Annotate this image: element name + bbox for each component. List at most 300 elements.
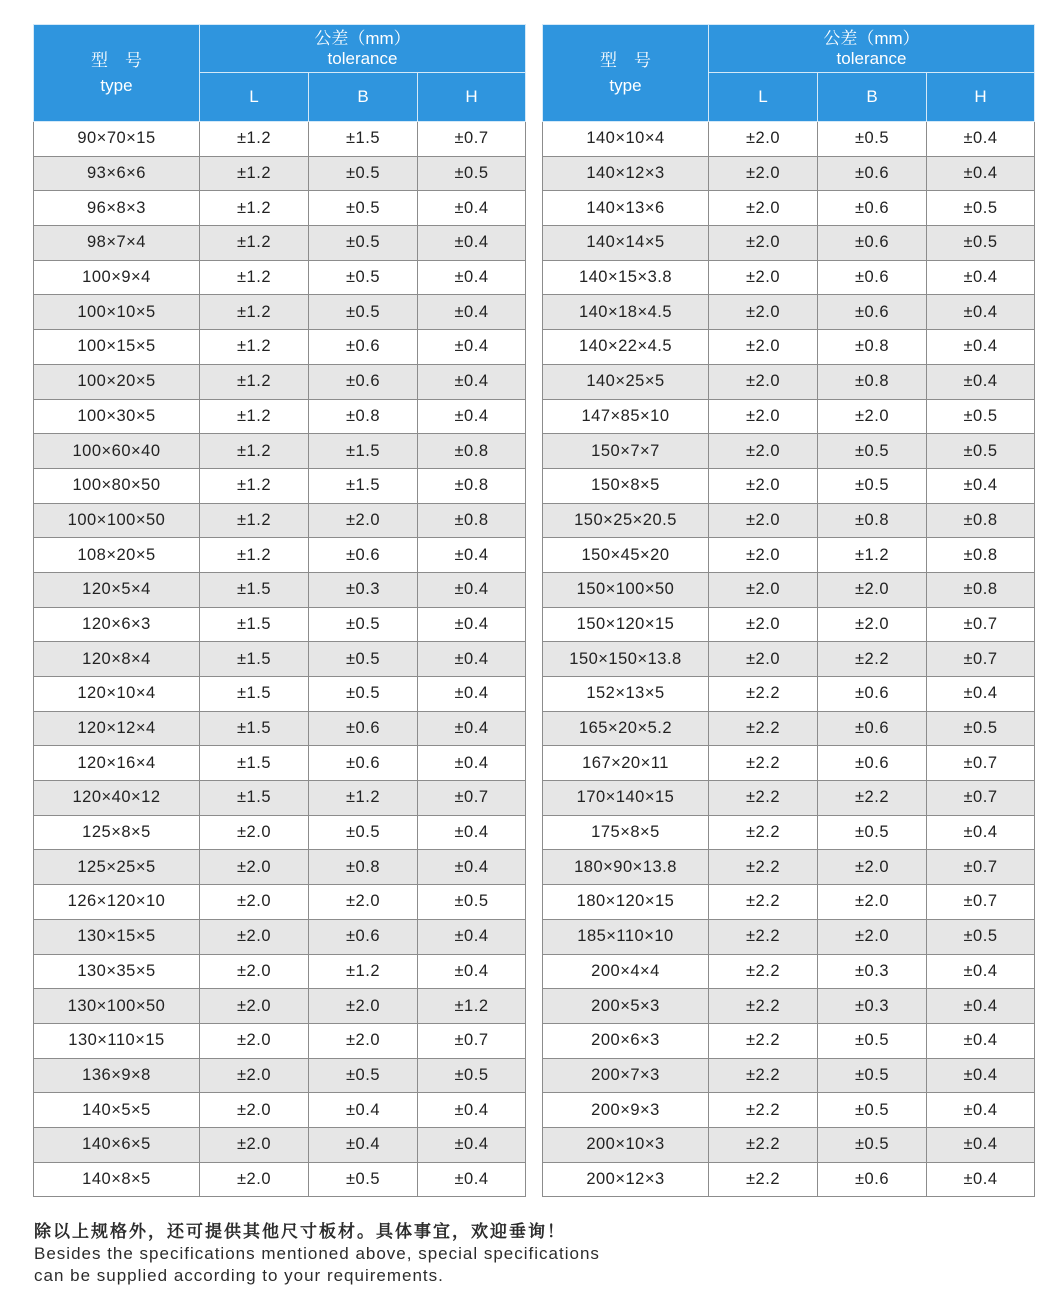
- tolerance-b-cell: ±0.6: [309, 364, 418, 399]
- tolerance-h-cell: ±0.4: [418, 677, 526, 712]
- type-cell: 130×110×15: [34, 1023, 200, 1058]
- tolerance-b-cell: ±0.5: [309, 260, 418, 295]
- table-row: [543, 538, 1035, 573]
- tolerance-h-cell: ±0.4: [418, 330, 526, 365]
- tolerance-h-cell: ±0.4: [927, 364, 1035, 399]
- table-row: [34, 607, 526, 642]
- tolerance-l-cell: ±2.0: [709, 538, 818, 573]
- tolerance-table-left: [33, 24, 526, 1197]
- tolerance-h-cell: ±0.4: [418, 815, 526, 850]
- tolerance-b-cell: ±0.5: [309, 815, 418, 850]
- tolerance-b-cell: ±0.8: [309, 850, 418, 885]
- tolerance-b-cell: ±2.0: [818, 399, 927, 434]
- tolerance-h-cell: ±0.4: [418, 399, 526, 434]
- table-row: [543, 191, 1035, 226]
- tolerance-h-cell: ±0.4: [927, 989, 1035, 1024]
- tolerance-l-cell: ±2.2: [709, 711, 818, 746]
- type-cell: 150×100×50: [543, 572, 709, 607]
- tolerance-b-cell: ±0.6: [309, 746, 418, 781]
- tolerance-l-cell: ±2.2: [709, 1162, 818, 1197]
- tolerance-l-cell: ±1.2: [200, 226, 309, 261]
- tolerance-b-cell: ±0.8: [818, 330, 927, 365]
- type-cell: 120×8×4: [34, 642, 200, 677]
- table-row: [543, 399, 1035, 434]
- type-cell: 200×10×3: [543, 1127, 709, 1162]
- tolerance-l-cell: ±2.0: [200, 1162, 309, 1197]
- type-header-cn: 型 号: [91, 51, 142, 70]
- table-row: [543, 260, 1035, 295]
- type-cell: 200×4×4: [543, 954, 709, 989]
- table-row: [543, 503, 1035, 538]
- tolerance-h-cell: ±0.7: [418, 1023, 526, 1058]
- type-cell: 120×6×3: [34, 607, 200, 642]
- type-cell: 150×150×13.8: [543, 642, 709, 677]
- column-header-l: L: [709, 73, 818, 122]
- tolerance-h-cell: ±0.4: [418, 295, 526, 330]
- table-row: [543, 989, 1035, 1024]
- tolerance-l-cell: ±2.0: [709, 572, 818, 607]
- tolerance-b-cell: ±2.0: [818, 885, 927, 920]
- tolerance-b-cell: ±0.5: [818, 1127, 927, 1162]
- type-cell: 200×5×3: [543, 989, 709, 1024]
- tolerance-l-cell: ±2.0: [200, 1093, 309, 1128]
- tolerance-header: [709, 25, 1035, 73]
- tolerance-b-cell: ±0.6: [818, 711, 927, 746]
- column-header-b: B: [818, 73, 927, 122]
- tolerance-l-cell: ±1.5: [200, 677, 309, 712]
- table-row: [34, 885, 526, 920]
- type-cell: 120×16×4: [34, 746, 200, 781]
- tolerance-b-cell: ±2.0: [818, 572, 927, 607]
- table-row: [34, 1093, 526, 1128]
- tolerance-b-cell: ±1.2: [309, 954, 418, 989]
- tolerance-b-cell: ±2.0: [309, 989, 418, 1024]
- table-row: [543, 330, 1035, 365]
- tolerance-b-cell: ±0.5: [818, 434, 927, 469]
- type-cell: 150×7×7: [543, 434, 709, 469]
- tolerance-b-cell: ±0.5: [309, 1058, 418, 1093]
- table-row: [34, 364, 526, 399]
- tolerance-l-cell: ±2.2: [709, 1023, 818, 1058]
- tolerance-l-cell: ±2.2: [709, 677, 818, 712]
- tolerance-h-cell: ±0.7: [418, 122, 526, 157]
- tolerance-h-cell: ±0.4: [927, 954, 1035, 989]
- tolerance-l-cell: ±1.2: [200, 260, 309, 295]
- tolerance-h-cell: ±0.5: [418, 885, 526, 920]
- type-cell: 100×80×50: [34, 468, 200, 503]
- tolerance-l-cell: ±1.2: [200, 330, 309, 365]
- tolerance-h-cell: ±0.4: [927, 122, 1035, 157]
- tolerance-l-cell: ±2.0: [709, 191, 818, 226]
- tolerance-l-cell: ±2.0: [709, 295, 818, 330]
- tolerance-b-cell: ±0.6: [818, 295, 927, 330]
- tolerance-b-cell: ±0.6: [309, 538, 418, 573]
- tolerance-h-cell: ±0.8: [927, 503, 1035, 538]
- tolerance-l-cell: ±1.5: [200, 746, 309, 781]
- tolerance-l-cell: ±1.5: [200, 642, 309, 677]
- type-cell: 152×13×5: [543, 677, 709, 712]
- note-cn: 除以上规格外，还可提供其他尺寸板材。具体事宜，欢迎垂询！: [34, 1222, 566, 1241]
- tolerance-b-cell: ±0.8: [818, 364, 927, 399]
- note-en-line2: can be supplied according to your requirements.: [34, 1266, 444, 1285]
- tolerance-header: [200, 25, 526, 73]
- type-cell: 150×25×20.5: [543, 503, 709, 538]
- tolerance-h-cell: ±0.7: [927, 642, 1035, 677]
- tolerance-l-cell: ±2.0: [200, 1023, 309, 1058]
- table-row: [34, 572, 526, 607]
- type-cell: 140×25×5: [543, 364, 709, 399]
- table-row: [543, 1127, 1035, 1162]
- tolerance-h-cell: ±0.4: [418, 1127, 526, 1162]
- table-row: [543, 1058, 1035, 1093]
- tolerance-h-cell: ±0.4: [927, 295, 1035, 330]
- tolerance-l-cell: ±1.2: [200, 538, 309, 573]
- type-header: [34, 25, 200, 122]
- tolerance-b-cell: ±0.3: [309, 572, 418, 607]
- tolerance-b-cell: ±0.5: [818, 1023, 927, 1058]
- type-header-cn: 型 号: [600, 51, 651, 70]
- tolerance-b-cell: ±0.6: [818, 746, 927, 781]
- table-row: [34, 954, 526, 989]
- tolerance-b-cell: ±0.5: [818, 122, 927, 157]
- tolerance-l-cell: ±2.0: [200, 954, 309, 989]
- tolerance-h-cell: ±0.4: [927, 1127, 1035, 1162]
- table-row: [543, 572, 1035, 607]
- table-row: [34, 711, 526, 746]
- tolerance-h-cell: ±0.4: [418, 919, 526, 954]
- tolerance-l-cell: ±1.5: [200, 781, 309, 816]
- table-row: [543, 850, 1035, 885]
- type-cell: 120×40×12: [34, 781, 200, 816]
- tolerance-l-cell: ±1.5: [200, 711, 309, 746]
- type-cell: 130×100×50: [34, 989, 200, 1024]
- tolerance-h-cell: ±0.8: [927, 538, 1035, 573]
- type-cell: 200×12×3: [543, 1162, 709, 1197]
- tolerance-b-cell: ±2.2: [818, 781, 927, 816]
- table-row: [34, 399, 526, 434]
- tolerance-b-cell: ±0.5: [309, 642, 418, 677]
- tolerance-h-cell: ±0.4: [927, 1058, 1035, 1093]
- table-row: [34, 434, 526, 469]
- tolerance-h-cell: ±0.5: [927, 711, 1035, 746]
- table-row: [34, 781, 526, 816]
- tolerance-h-cell: ±0.4: [418, 226, 526, 261]
- tolerance-b-cell: ±0.6: [818, 191, 927, 226]
- table-row: [543, 364, 1035, 399]
- column-header-l: L: [200, 73, 309, 122]
- type-cell: 150×8×5: [543, 468, 709, 503]
- tolerance-l-cell: ±2.2: [709, 989, 818, 1024]
- type-cell: 150×120×15: [543, 607, 709, 642]
- tolerance-l-cell: ±1.2: [200, 468, 309, 503]
- table-row: [543, 711, 1035, 746]
- tolerance-l-cell: ±2.0: [709, 642, 818, 677]
- tolerance-b-cell: ±0.6: [309, 330, 418, 365]
- tolerance-l-cell: ±2.0: [709, 399, 818, 434]
- type-cell: 136×9×8: [34, 1058, 200, 1093]
- tolerance-l-cell: ±1.2: [200, 295, 309, 330]
- tolerance-header-cn: 公差（mm）: [314, 28, 411, 48]
- tolerance-h-cell: ±0.7: [927, 885, 1035, 920]
- table-row: [543, 1023, 1035, 1058]
- tolerance-b-cell: ±0.5: [818, 1058, 927, 1093]
- type-cell: 140×15×3.8: [543, 260, 709, 295]
- tolerance-l-cell: ±2.0: [709, 122, 818, 157]
- tolerance-header-en: tolerance: [327, 48, 398, 68]
- tolerance-l-cell: ±1.5: [200, 607, 309, 642]
- tolerance-b-cell: ±0.4: [309, 1093, 418, 1128]
- type-cell: 90×70×15: [34, 122, 200, 157]
- table-row: [543, 226, 1035, 261]
- tolerance-l-cell: ±1.2: [200, 434, 309, 469]
- tolerance-h-cell: ±0.4: [927, 156, 1035, 191]
- table-row: [34, 503, 526, 538]
- tolerance-h-cell: ±0.4: [927, 815, 1035, 850]
- tolerance-b-cell: ±2.2: [818, 642, 927, 677]
- tolerance-l-cell: ±1.2: [200, 156, 309, 191]
- table-row: [34, 1023, 526, 1058]
- type-cell: 100×20×5: [34, 364, 200, 399]
- type-cell: 170×140×15: [543, 781, 709, 816]
- tolerance-b-cell: ±0.5: [818, 815, 927, 850]
- tolerance-b-cell: ±0.6: [818, 260, 927, 295]
- type-cell: 96×8×3: [34, 191, 200, 226]
- tolerance-l-cell: ±2.0: [709, 364, 818, 399]
- type-cell: 140×10×4: [543, 122, 709, 157]
- tolerance-header-en: tolerance: [836, 48, 907, 68]
- tolerance-l-cell: ±2.0: [709, 226, 818, 261]
- tolerance-h-cell: ±0.4: [418, 746, 526, 781]
- tolerance-b-cell: ±1.5: [309, 434, 418, 469]
- tolerance-b-cell: ±0.4: [309, 1127, 418, 1162]
- tolerance-l-cell: ±2.0: [709, 156, 818, 191]
- tolerance-b-cell: ±2.0: [818, 919, 927, 954]
- type-cell: 100×60×40: [34, 434, 200, 469]
- table-row: [34, 468, 526, 503]
- table-row: [34, 815, 526, 850]
- tolerance-l-cell: ±2.0: [709, 260, 818, 295]
- type-cell: 165×20×5.2: [543, 711, 709, 746]
- tolerance-l-cell: ±2.2: [709, 919, 818, 954]
- type-cell: 108×20×5: [34, 538, 200, 573]
- tolerance-b-cell: ±0.6: [309, 919, 418, 954]
- tolerance-h-cell: ±0.4: [418, 607, 526, 642]
- tolerance-h-cell: ±0.4: [927, 330, 1035, 365]
- type-cell: 175×8×5: [543, 815, 709, 850]
- tolerance-l-cell: ±2.2: [709, 850, 818, 885]
- tolerance-h-cell: ±0.7: [927, 781, 1035, 816]
- tolerance-l-cell: ±1.2: [200, 122, 309, 157]
- note-en-line1: Besides the specifications mentioned above, special specifications: [34, 1244, 600, 1263]
- table-row: [543, 781, 1035, 816]
- table-row: [543, 156, 1035, 191]
- type-header: [543, 25, 709, 122]
- tolerance-l-cell: ±2.2: [709, 1058, 818, 1093]
- table-row: [543, 122, 1035, 157]
- tolerance-h-cell: ±0.4: [418, 1093, 526, 1128]
- table-row: [34, 191, 526, 226]
- tolerance-l-cell: ±2.2: [709, 885, 818, 920]
- tolerance-b-cell: ±0.5: [818, 468, 927, 503]
- table-row: [543, 642, 1035, 677]
- tolerance-b-cell: ±2.0: [818, 607, 927, 642]
- tolerance-h-cell: ±0.4: [418, 1162, 526, 1197]
- type-cell: 150×45×20: [543, 538, 709, 573]
- table-row: [543, 885, 1035, 920]
- footer-note: [34, 1221, 600, 1287]
- type-cell: 93×6×6: [34, 156, 200, 191]
- type-cell: 180×120×15: [543, 885, 709, 920]
- tolerance-h-cell: ±0.5: [418, 156, 526, 191]
- tolerance-h-cell: ±0.4: [927, 1162, 1035, 1197]
- table-body: [34, 122, 526, 1197]
- tolerance-l-cell: ±2.0: [709, 434, 818, 469]
- tolerance-h-cell: ±0.8: [418, 468, 526, 503]
- type-cell: 140×6×5: [34, 1127, 200, 1162]
- type-cell: 140×13×6: [543, 191, 709, 226]
- tolerance-l-cell: ±2.0: [200, 1058, 309, 1093]
- table-row: [543, 607, 1035, 642]
- tolerance-h-cell: ±0.5: [418, 1058, 526, 1093]
- table-row: [34, 295, 526, 330]
- tolerance-l-cell: ±2.0: [200, 989, 309, 1024]
- table-row: [34, 919, 526, 954]
- tolerance-table-right: [542, 24, 1035, 1197]
- tolerance-b-cell: ±0.5: [309, 156, 418, 191]
- type-cell: 167×20×11: [543, 746, 709, 781]
- type-cell: 98×7×4: [34, 226, 200, 261]
- type-cell: 120×10×4: [34, 677, 200, 712]
- table-row: [34, 122, 526, 157]
- tolerance-h-cell: ±1.2: [418, 989, 526, 1024]
- tolerance-b-cell: ±2.0: [818, 850, 927, 885]
- tolerance-b-cell: ±0.8: [309, 399, 418, 434]
- table-row: [34, 850, 526, 885]
- type-cell: 120×5×4: [34, 572, 200, 607]
- tolerance-h-cell: ±0.8: [927, 572, 1035, 607]
- tolerance-l-cell: ±2.2: [709, 746, 818, 781]
- tolerance-b-cell: ±0.5: [309, 607, 418, 642]
- tolerance-h-cell: ±0.4: [418, 364, 526, 399]
- table-row: [543, 1162, 1035, 1197]
- table-row: [543, 295, 1035, 330]
- type-cell: 100×15×5: [34, 330, 200, 365]
- tolerance-b-cell: ±0.5: [309, 191, 418, 226]
- tolerance-h-cell: ±0.4: [418, 572, 526, 607]
- tolerance-l-cell: ±2.0: [200, 919, 309, 954]
- type-cell: 140×12×3: [543, 156, 709, 191]
- tolerance-b-cell: ±2.0: [309, 885, 418, 920]
- tolerance-h-cell: ±0.4: [927, 1023, 1035, 1058]
- tolerance-b-cell: ±2.0: [309, 503, 418, 538]
- table-row: [34, 746, 526, 781]
- tolerance-l-cell: ±2.2: [709, 781, 818, 816]
- table-row: [543, 815, 1035, 850]
- tolerance-b-cell: ±0.6: [818, 677, 927, 712]
- type-cell: 125×8×5: [34, 815, 200, 850]
- table-row: [34, 156, 526, 191]
- table-row: [34, 1058, 526, 1093]
- type-cell: 140×18×4.5: [543, 295, 709, 330]
- tolerance-h-cell: ±0.5: [927, 434, 1035, 469]
- tolerance-l-cell: ±1.2: [200, 503, 309, 538]
- tolerance-h-cell: ±0.4: [418, 260, 526, 295]
- type-cell: 185×110×10: [543, 919, 709, 954]
- tolerance-h-cell: ±0.4: [418, 954, 526, 989]
- type-cell: 140×14×5: [543, 226, 709, 261]
- tolerance-h-cell: ±0.4: [418, 538, 526, 573]
- column-header-h: H: [418, 73, 526, 122]
- tolerance-b-cell: ±0.5: [309, 677, 418, 712]
- type-cell: 180×90×13.8: [543, 850, 709, 885]
- tolerance-l-cell: ±2.0: [200, 850, 309, 885]
- table-body: [543, 122, 1035, 1197]
- type-cell: 200×6×3: [543, 1023, 709, 1058]
- tolerance-l-cell: ±2.0: [709, 607, 818, 642]
- tolerance-h-cell: ±0.5: [927, 399, 1035, 434]
- tolerance-b-cell: ±0.8: [818, 503, 927, 538]
- table-row: [34, 989, 526, 1024]
- type-cell: 130×15×5: [34, 919, 200, 954]
- tolerance-b-cell: ±1.5: [309, 468, 418, 503]
- tolerance-l-cell: ±1.5: [200, 572, 309, 607]
- type-cell: 140×8×5: [34, 1162, 200, 1197]
- tolerance-b-cell: ±0.6: [818, 1162, 927, 1197]
- tolerance-h-cell: ±0.7: [927, 746, 1035, 781]
- tolerance-l-cell: ±2.0: [200, 815, 309, 850]
- tolerance-h-cell: ±0.7: [418, 781, 526, 816]
- tolerance-h-cell: ±0.7: [927, 850, 1035, 885]
- tolerance-l-cell: ±1.2: [200, 399, 309, 434]
- tolerance-h-cell: ±0.5: [927, 919, 1035, 954]
- column-header-b: B: [309, 73, 418, 122]
- tolerance-h-cell: ±0.4: [418, 850, 526, 885]
- tolerance-l-cell: ±2.2: [709, 954, 818, 989]
- tolerance-h-cell: ±0.5: [927, 226, 1035, 261]
- tolerance-header-cn: 公差（mm）: [823, 28, 920, 48]
- tolerance-h-cell: ±0.4: [927, 468, 1035, 503]
- table-row: [543, 468, 1035, 503]
- type-cell: 100×9×4: [34, 260, 200, 295]
- type-cell: 126×120×10: [34, 885, 200, 920]
- table-row: [34, 260, 526, 295]
- tolerance-h-cell: ±0.8: [418, 434, 526, 469]
- table-row: [34, 226, 526, 261]
- tolerance-b-cell: ±0.5: [309, 226, 418, 261]
- tolerance-b-cell: ±0.6: [309, 711, 418, 746]
- tolerance-l-cell: ±2.2: [709, 815, 818, 850]
- table-row: [34, 1162, 526, 1197]
- table-row: [34, 1127, 526, 1162]
- tolerance-l-cell: ±2.0: [709, 330, 818, 365]
- type-cell: 120×12×4: [34, 711, 200, 746]
- type-cell: 100×10×5: [34, 295, 200, 330]
- tolerance-b-cell: ±1.5: [309, 122, 418, 157]
- tolerance-b-cell: ±0.6: [818, 226, 927, 261]
- type-cell: 200×7×3: [543, 1058, 709, 1093]
- tolerance-b-cell: ±2.0: [309, 1023, 418, 1058]
- tolerance-l-cell: ±2.0: [709, 503, 818, 538]
- tolerance-h-cell: ±0.4: [927, 260, 1035, 295]
- tolerance-h-cell: ±0.7: [927, 607, 1035, 642]
- tolerance-h-cell: ±0.8: [418, 503, 526, 538]
- tolerance-h-cell: ±0.4: [418, 642, 526, 677]
- tolerance-l-cell: ±2.0: [200, 1127, 309, 1162]
- table-row: [34, 642, 526, 677]
- column-header-h: H: [927, 73, 1035, 122]
- tolerance-l-cell: ±1.2: [200, 364, 309, 399]
- tolerance-l-cell: ±2.2: [709, 1127, 818, 1162]
